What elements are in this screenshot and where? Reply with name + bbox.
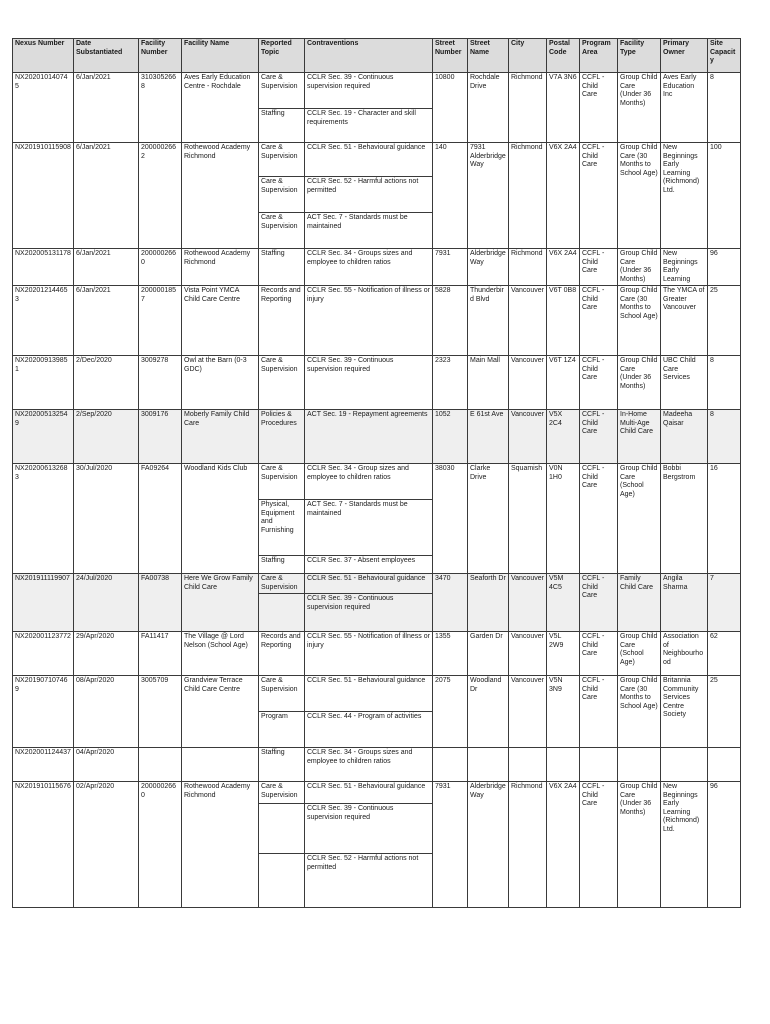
cell-contravention: CCLR Sec. 51 - Behavioural guidance [305, 143, 433, 177]
cell-contravention: CCLR Sec. 51 - Behavioural guidance [305, 782, 433, 804]
cell-postal-code: V6T 0B8 [547, 286, 580, 356]
header-date-substantiated: Date Substantiated [74, 39, 139, 73]
cell-street-number: 38030 [433, 464, 468, 574]
header-nexus-number: Nexus Number [13, 39, 74, 73]
header-site-capacity: Site Capacity [708, 39, 741, 73]
cell-contravention: CCLR Sec. 51 - Behavioural guidance [305, 574, 433, 594]
cell-city: Squamish [509, 464, 547, 574]
cell-street-number: 10800 [433, 73, 468, 143]
cell-facility-type: Group Child Care (Under 36 Months) [618, 73, 661, 143]
cell-contravention: CCLR Sec. 37 - Absent employees [305, 556, 433, 574]
cell-postal-code: V6X 2A4 [547, 143, 580, 249]
cell-reported-topic: Staffing [259, 249, 305, 286]
cell-contravention: CCLR Sec. 34 - Groups sizes and employee to children ratios [305, 249, 433, 286]
cell-city: Vancouver [509, 676, 547, 748]
table-row [13, 249, 741, 286]
cell-reported-topic: Care & Supervision [259, 676, 305, 712]
cell-site-capacity: 100 [708, 143, 741, 249]
cell-facility-number: 2000002660 [139, 249, 182, 286]
cell-facility-name: Grandview Terrace Child Care Centre [182, 676, 259, 748]
cell-program-area: CCFL - Child Care [580, 143, 618, 249]
cell-street-number: 5828 [433, 286, 468, 356]
cell-contravention: ACT Sec. 7 - Standards must be maintained [305, 500, 433, 556]
cell-nexus-number: NX202009139851 [13, 356, 74, 410]
cell-contravention: CCLR Sec. 34 - Groups sizes and employee to children ratios [305, 748, 433, 782]
cell-program-area: CCFL - Child Care [580, 249, 618, 286]
cell-contravention: CCLR Sec. 39 - Continuous supervision required [305, 356, 433, 410]
cell-contravention: CCLR Sec. 39 - Continuous supervision required [305, 73, 433, 109]
header-city: City [509, 39, 547, 73]
cell-primary-owner: Association of Neighbourhood [661, 632, 708, 676]
cell-facility-number: 3005709 [139, 676, 182, 748]
cell-date-substantiated: 6/Jan/2021 [74, 73, 139, 143]
header-street-number: Street Number [433, 39, 468, 73]
table-row [13, 632, 741, 676]
table-row [13, 748, 741, 782]
cell-facility-type: Group Child Care (School Age) [618, 632, 661, 676]
cell-nexus-number: NX201910115676 [13, 782, 74, 908]
cell-date-substantiated: 2/Dec/2020 [74, 356, 139, 410]
cell-postal-code: V6X 2A4 [547, 782, 580, 908]
cell-street-name: Seaforth Dr [468, 574, 509, 632]
cell-postal-code: V6T 1Z4 [547, 356, 580, 410]
cell-contravention: CCLR Sec. 19 - Character and skill requirements [305, 109, 433, 143]
cell-date-substantiated: 04/Apr/2020 [74, 748, 139, 782]
cell-contravention: ACT Sec. 19 - Repayment agreements [305, 410, 433, 464]
cell-city: Richmond [509, 73, 547, 143]
cell-reported-topic: Staffing [259, 748, 305, 782]
cell-facility-name: Rothewood Academy Richmond [182, 143, 259, 249]
cell-date-substantiated: 24/Jul/2020 [74, 574, 139, 632]
cell-facility-number: FA00738 [139, 574, 182, 632]
cell-facility-type [618, 748, 661, 782]
cell-reported-topic: Physical, Equipment and Furnishing [259, 500, 305, 556]
header-facility-type: Facility Type [618, 39, 661, 73]
cell-contravention: CCLR Sec. 55 - Notification of illness or injury [305, 286, 433, 356]
cell-date-substantiated: 29/Apr/2020 [74, 632, 139, 676]
cell-program-area: CCFL - Child Care [580, 73, 618, 143]
table-row [13, 286, 741, 356]
cell-street-number: 1355 [433, 632, 468, 676]
cell-facility-name: Woodland Kids Club [182, 464, 259, 574]
cell-site-capacity: 7 [708, 574, 741, 632]
cell-program-area [580, 748, 618, 782]
cell-street-number: 140 [433, 143, 468, 249]
cell-contravention: CCLR Sec. 52 - Harmful actions not permitted [305, 854, 433, 908]
cell-facility-name: Aves Early Education Centre - Rochdale [182, 73, 259, 143]
cell-facility-type: In-Home Multi-Age Child Care [618, 410, 661, 464]
cell-primary-owner: New Beginnings Early Learning [661, 249, 708, 286]
cell-postal-code: V5N 3N9 [547, 676, 580, 748]
cell-street-name: Main Mall [468, 356, 509, 410]
cell-date-substantiated: 02/Apr/2020 [74, 782, 139, 908]
header-facility-number: Facility Number [139, 39, 182, 73]
cell-date-substantiated: 6/Jan/2021 [74, 143, 139, 249]
cell-facility-name: The Village @ Lord Nelson (School Age) [182, 632, 259, 676]
cell-street-name: Alderbridge Way [468, 782, 509, 908]
cell-street-name: Woodland Dr [468, 676, 509, 748]
cell-program-area: CCFL - Child Care [580, 356, 618, 410]
cell-contravention: CCLR Sec. 39 - Continuous supervision required [305, 804, 433, 854]
table-row [13, 574, 741, 594]
cell-reported-topic: Policies & Procedures [259, 410, 305, 464]
cell-street-name: Alderbridge Way [468, 249, 509, 286]
cell-contravention: CCLR Sec. 44 - Program of activities [305, 712, 433, 748]
cell-contravention: CCLR Sec. 55 - Notification of illness or injury [305, 632, 433, 676]
cell-date-substantiated: 6/Jan/2021 [74, 286, 139, 356]
cell-facility-name: Owl at the Barn (0-3 GDC) [182, 356, 259, 410]
cell-site-capacity: 96 [708, 249, 741, 286]
cell-reported-topic: Records and Reporting [259, 632, 305, 676]
cell-reported-topic: Care & Supervision [259, 177, 305, 213]
cell-street-name: E 61st Ave [468, 410, 509, 464]
cell-street-number: 7931 [433, 782, 468, 908]
cell-city: Richmond [509, 249, 547, 286]
cell-street-number: 1052 [433, 410, 468, 464]
cell-street-name [468, 748, 509, 782]
cell-nexus-number: NX202005131178 [13, 249, 74, 286]
cell-facility-number: FA09264 [139, 464, 182, 574]
header-contraventions: Contraventions [305, 39, 433, 73]
cell-facility-type: Group Child Care (30 Months to School Age) [618, 676, 661, 748]
cell-street-name: Clarke Drive [468, 464, 509, 574]
cell-primary-owner: Angila Sharma [661, 574, 708, 632]
header-program-area: Program Area [580, 39, 618, 73]
cell-city: Vancouver [509, 356, 547, 410]
cell-street-name: Rochdale Drive [468, 73, 509, 143]
table-row [13, 73, 741, 109]
cell-facility-name: Here We Grow Family Child Care [182, 574, 259, 632]
cell-street-number: 7931 [433, 249, 468, 286]
cell-street-name: 7931 Alderbridge Way [468, 143, 509, 249]
cell-city: Richmond [509, 143, 547, 249]
cell-street-number: 2323 [433, 356, 468, 410]
cell-postal-code: V5M 4C5 [547, 574, 580, 632]
cell-contravention: CCLR Sec. 52 - Harmful actions not permitted [305, 177, 433, 213]
cell-reported-topic: Care & Supervision [259, 574, 305, 594]
cell-facility-type: Group Child Care (30 Months to School Age) [618, 143, 661, 249]
cell-city: Vancouver [509, 574, 547, 632]
cell-primary-owner: The YMCA of Greater Vancouver [661, 286, 708, 356]
cell-site-capacity: 8 [708, 73, 741, 143]
cell-site-capacity [708, 748, 741, 782]
cell-contravention: CCLR Sec. 34 - Group sizes and employee to children ratios [305, 464, 433, 500]
cell-program-area: CCFL - Child Care [580, 782, 618, 908]
cell-city: Vancouver [509, 632, 547, 676]
cell-site-capacity: 8 [708, 410, 741, 464]
cell-reported-topic: Care & Supervision [259, 213, 305, 249]
cell-nexus-number: NX202001123772 [13, 632, 74, 676]
cell-date-substantiated: 08/Apr/2020 [74, 676, 139, 748]
cell-reported-topic [259, 854, 305, 908]
contraventions-sheet [12, 38, 741, 908]
cell-facility-number: 3009278 [139, 356, 182, 410]
cell-facility-number: 2000002662 [139, 143, 182, 249]
table-row [13, 410, 741, 464]
cell-site-capacity: 8 [708, 356, 741, 410]
cell-facility-name: Rothewood Academy Richmond [182, 782, 259, 908]
cell-primary-owner: Britannia Community Services Centre Society [661, 676, 708, 748]
cell-site-capacity: 62 [708, 632, 741, 676]
cell-postal-code: V7A 3N6 [547, 73, 580, 143]
header-facility-name: Facility Name [182, 39, 259, 73]
header-row [13, 39, 741, 73]
cell-contravention: ACT Sec. 7 - Standards must be maintained [305, 213, 433, 249]
cell-facility-type: Group Child Care (Under 36 Months) [618, 782, 661, 908]
cell-program-area: CCFL - Child Care [580, 410, 618, 464]
cell-facility-number: 2000001857 [139, 286, 182, 356]
cell-city: Vancouver [509, 410, 547, 464]
cell-nexus-number: NX201910115908 [13, 143, 74, 249]
cell-facility-type: Group Child Care (30 Months to School Age) [618, 286, 661, 356]
cell-site-capacity: 25 [708, 286, 741, 356]
cell-nexus-number: NX202012144653 [13, 286, 74, 356]
cell-facility-number: 3103052668 [139, 73, 182, 143]
cell-city [509, 748, 547, 782]
cell-site-capacity: 96 [708, 782, 741, 908]
cell-reported-topic: Records and Reporting [259, 286, 305, 356]
cell-postal-code [547, 748, 580, 782]
cell-street-name: Garden Dr [468, 632, 509, 676]
cell-reported-topic: Program [259, 712, 305, 748]
cell-facility-type: Family Child Care [618, 574, 661, 632]
cell-facility-number: 3009176 [139, 410, 182, 464]
cell-nexus-number: NX202006132683 [13, 464, 74, 574]
cell-primary-owner [661, 748, 708, 782]
cell-postal-code: V5L 2W9 [547, 632, 580, 676]
cell-street-number: 2075 [433, 676, 468, 748]
header-postal-code: Postal Code [547, 39, 580, 73]
cell-facility-number [139, 748, 182, 782]
cell-nexus-number: NX201907107469 [13, 676, 74, 748]
cell-reported-topic: Care & Supervision [259, 143, 305, 177]
table-row [13, 143, 741, 177]
cell-reported-topic: Care & Supervision [259, 782, 305, 804]
cell-reported-topic [259, 804, 305, 854]
table-row [13, 676, 741, 712]
cell-site-capacity: 16 [708, 464, 741, 574]
cell-primary-owner: New Beginnings Early Learning (Richmond) Ltd. [661, 782, 708, 908]
cell-facility-name [182, 748, 259, 782]
cell-reported-topic: Staffing [259, 109, 305, 143]
cell-site-capacity: 25 [708, 676, 741, 748]
cell-primary-owner: Madeeha Qaisar [661, 410, 708, 464]
table-row [13, 782, 741, 804]
contraventions-table [12, 38, 741, 908]
cell-street-number [433, 748, 468, 782]
cell-program-area: CCFL - Child Care [580, 464, 618, 574]
cell-nexus-number: NX202001124437 [13, 748, 74, 782]
cell-date-substantiated: 2/Sep/2020 [74, 410, 139, 464]
cell-facility-number: FA11417 [139, 632, 182, 676]
cell-city: Vancouver [509, 286, 547, 356]
cell-reported-topic: Care & Supervision [259, 464, 305, 500]
cell-reported-topic [259, 594, 305, 632]
cell-program-area: CCFL - Child Care [580, 286, 618, 356]
cell-facility-name: Rothewood Academy Richmond [182, 249, 259, 286]
cell-postal-code: V0N 1H0 [547, 464, 580, 574]
cell-program-area: CCFL - Child Care [580, 676, 618, 748]
header-reported-topic: Reported Topic [259, 39, 305, 73]
cell-street-number: 3470 [433, 574, 468, 632]
cell-facility-name: Moberly Family Child Care [182, 410, 259, 464]
cell-primary-owner: New Beginnings Early Learning (Richmond) Ltd. [661, 143, 708, 249]
cell-facility-type: Group Child Care (Under 36 Months) [618, 356, 661, 410]
cell-postal-code: V5X 2C4 [547, 410, 580, 464]
cell-date-substantiated: 30/Jul/2020 [74, 464, 139, 574]
cell-facility-name: Vista Point YMCA Child Care Centre [182, 286, 259, 356]
cell-date-substantiated: 6/Jan/2021 [74, 249, 139, 286]
table-body [13, 73, 741, 908]
cell-nexus-number: NX202005132549 [13, 410, 74, 464]
cell-program-area: CCFL - Child Care [580, 632, 618, 676]
cell-facility-number: 2000002660 [139, 782, 182, 908]
cell-facility-type: Group Child Care (School Age) [618, 464, 661, 574]
cell-primary-owner: Aves Early Education Inc [661, 73, 708, 143]
cell-reported-topic: Staffing [259, 556, 305, 574]
header-street-name: Street Name [468, 39, 509, 73]
cell-facility-type: Group Child Care (Under 36 Months) [618, 249, 661, 286]
cell-program-area: CCFL - Child Care [580, 574, 618, 632]
header-primary-owner: Primary Owner [661, 39, 708, 73]
table-row [13, 464, 741, 500]
cell-city: Richmond [509, 782, 547, 908]
cell-primary-owner: UBC Child Care Services [661, 356, 708, 410]
cell-street-name: Thunderbird Blvd [468, 286, 509, 356]
cell-nexus-number: NX201911119907 [13, 574, 74, 632]
cell-reported-topic: Care & Supervision [259, 73, 305, 109]
cell-primary-owner: Bobbi Bergstrom [661, 464, 708, 574]
cell-reported-topic: Care & Supervision [259, 356, 305, 410]
cell-contravention: CCLR Sec. 51 - Behavioural guidance [305, 676, 433, 712]
table-row [13, 356, 741, 410]
cell-contravention: CCLR Sec. 39 - Continuous supervision required [305, 594, 433, 632]
cell-nexus-number: NX202010140745 [13, 73, 74, 143]
cell-postal-code: V6X 2A4 [547, 249, 580, 286]
